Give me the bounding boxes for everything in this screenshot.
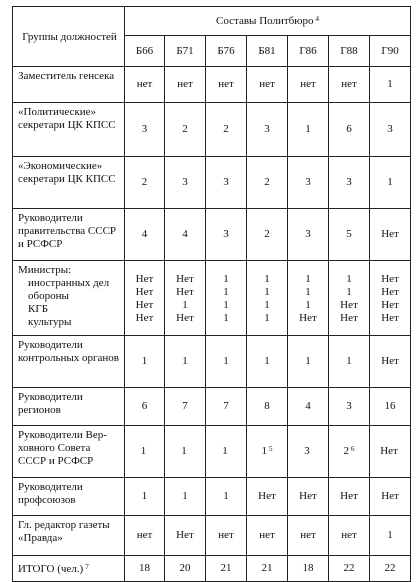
cell-line: 1 <box>182 299 188 311</box>
table-cell <box>206 261 247 336</box>
table-cell <box>165 261 206 336</box>
group-title-cell <box>125 7 411 36</box>
cell-value: Нет <box>380 445 398 457</box>
table-cell <box>370 426 411 478</box>
cell-line: Нет <box>340 299 358 311</box>
cell-value: 1 <box>261 445 267 457</box>
cell-line: Нет <box>135 273 154 285</box>
cell-value: 1 <box>181 445 187 457</box>
table-cell: 2 <box>247 157 288 209</box>
table-cell: 7 <box>206 388 247 426</box>
sublabel: КГБ <box>28 303 49 315</box>
table-row <box>13 261 411 336</box>
column-header: Г90 <box>370 36 411 67</box>
table-cell: Нет <box>165 516 206 556</box>
table-row <box>13 388 411 426</box>
table-row <box>13 209 411 261</box>
cell-line: 1 <box>264 273 270 285</box>
footnote-mark: 7 <box>85 562 89 571</box>
cell-line: Нет <box>381 312 399 324</box>
table-cell: 22 <box>370 556 411 582</box>
cell-line: Нет <box>176 312 194 324</box>
row-label: «Политические» секретари ЦК КПСС <box>13 103 125 157</box>
column-header: Б81 <box>247 36 288 67</box>
table-cell: 1 <box>329 336 370 388</box>
row-label: Руководители Вер-ховного Совета СССР и РСФСР <box>13 426 125 478</box>
table-cell: нет <box>206 516 247 556</box>
row-label: Руководители правительства СССР и РСФСР <box>13 209 125 261</box>
row-label: Заместитель генсека <box>13 67 125 103</box>
column-header: Г88 <box>329 36 370 67</box>
table-cell: нет <box>165 67 206 103</box>
table-cell: 3 <box>288 157 329 209</box>
table-cell: нет <box>125 516 165 556</box>
column-header: Б76 <box>206 36 247 67</box>
header-row-groups <box>13 7 411 36</box>
sublabel: культуры <box>28 316 72 328</box>
table-cell: 1 <box>370 67 411 103</box>
cell-line: 1 <box>223 286 229 298</box>
table-cell: 2 <box>206 103 247 157</box>
table-cell <box>288 426 329 478</box>
table-row <box>13 157 411 209</box>
row-label <box>13 556 125 582</box>
cell-line: Нет <box>176 286 194 298</box>
table-cell: 2 <box>125 157 165 209</box>
table-cell: 18 <box>288 556 329 582</box>
table-cell <box>125 261 165 336</box>
table-cell <box>206 426 247 478</box>
table-cell: 2 <box>165 103 206 157</box>
cell-value: 1 <box>140 445 147 457</box>
table-cell: Нет <box>247 478 288 516</box>
table-cell: 8 <box>247 388 288 426</box>
cell-line: 1 <box>264 312 270 324</box>
table-cell: 3 <box>329 157 370 209</box>
table-cell: 4 <box>288 388 329 426</box>
table-cell: 3 <box>206 209 247 261</box>
table-cell: Нет <box>370 478 411 516</box>
row-label: Руководители профсоюзов <box>13 478 125 516</box>
table-cell: 5 <box>329 209 370 261</box>
table-cell <box>165 426 206 478</box>
table-cell: 7 <box>165 388 206 426</box>
table-cell: 1 <box>370 157 411 209</box>
cell-value: 3 <box>304 445 310 457</box>
cell-line: 1 <box>264 286 270 298</box>
column-header: Г86 <box>288 36 329 67</box>
table-cell: 1 <box>165 336 206 388</box>
table-cell: 1 <box>370 516 411 556</box>
cell-value: 1 <box>222 445 228 457</box>
table-cell: 6 <box>329 103 370 157</box>
cell-line: Нет <box>381 273 399 285</box>
cell-line: 1 <box>264 299 270 311</box>
total-row <box>13 556 411 582</box>
table-cell: Нет <box>329 478 370 516</box>
table-cell: 4 <box>125 209 165 261</box>
table-cell: 6 <box>125 388 165 426</box>
row-label: «Экономические» секретари ЦК КПСС <box>13 157 125 209</box>
table-cell: 21 <box>206 556 247 582</box>
table-cell: 1 <box>125 336 165 388</box>
cell-line: 1 <box>346 273 352 285</box>
footnote-mark: 6 <box>351 445 355 453</box>
sublabel: иностранных дел <box>28 277 110 289</box>
table-row <box>13 516 411 556</box>
table-cell: 3 <box>206 157 247 209</box>
table-cell: 3 <box>247 103 288 157</box>
table-row <box>13 478 411 516</box>
cell-line: Нет <box>340 312 358 324</box>
column-header: Б71 <box>165 36 206 67</box>
row-label: Гл. редактор газеты «Правда» <box>13 516 125 556</box>
ministers-label: Министры: <box>18 264 72 276</box>
cell-line: Нет <box>135 286 154 298</box>
table-row <box>13 336 411 388</box>
sublabel: обороны <box>28 290 69 302</box>
footnote-mark: 5 <box>269 445 273 453</box>
cell-line: Нет <box>135 299 154 311</box>
cell-line: 1 <box>305 299 311 311</box>
table-cell: нет <box>329 67 370 103</box>
cell-line: 1 <box>305 286 311 298</box>
table-cell: 3 <box>288 209 329 261</box>
table-cell: 1 <box>206 336 247 388</box>
cell-line: Нет <box>299 312 317 324</box>
row-label: Руководители регионов <box>13 388 125 426</box>
cell-line: 1 <box>223 299 229 311</box>
total-label: ИТОГО (чел.) <box>18 562 84 575</box>
cell-line: 1 <box>223 312 229 324</box>
row-label-header <box>13 7 125 67</box>
table-cell: нет <box>329 516 370 556</box>
table-cell: 20 <box>165 556 206 582</box>
row-label <box>13 261 125 336</box>
table-cell: 3 <box>329 388 370 426</box>
table-cell: 16 <box>370 388 411 426</box>
table-cell <box>370 261 411 336</box>
table-cell: нет <box>288 516 329 556</box>
table-cell <box>247 261 288 336</box>
table-cell: Нет <box>288 478 329 516</box>
cell-line: 1 <box>223 273 229 285</box>
table-cell <box>247 426 288 478</box>
table-cell: 3 <box>165 157 206 209</box>
row-label: Руководители контрольных органов <box>13 336 125 388</box>
table-cell: 1 <box>288 336 329 388</box>
table-cell: Нет <box>370 336 411 388</box>
cell-line: Нет <box>381 286 399 298</box>
table-cell: 1 <box>288 103 329 157</box>
table-cell: 22 <box>329 556 370 582</box>
table-cell: нет <box>247 516 288 556</box>
table-row <box>13 426 411 478</box>
table-cell: 3 <box>370 103 411 157</box>
table-cell: 1 <box>125 478 165 516</box>
table-cell <box>125 426 165 478</box>
footnote-mark: 4 <box>315 14 319 23</box>
table-cell: 21 <box>247 556 288 582</box>
table-cell: 1 <box>247 336 288 388</box>
table-cell: 3 <box>125 103 165 157</box>
table-cell <box>329 261 370 336</box>
table-cell <box>288 261 329 336</box>
table-cell: нет <box>247 67 288 103</box>
cell-line: 1 <box>305 273 311 285</box>
table-cell: 1 <box>165 478 206 516</box>
cell-line: Нет <box>381 299 399 311</box>
cell-line: Нет <box>135 312 154 324</box>
table-cell: нет <box>288 67 329 103</box>
cell-value: 2 <box>343 445 349 457</box>
cell-line: Нет <box>176 273 194 285</box>
table-row <box>13 67 411 103</box>
table-row <box>13 103 411 157</box>
table-cell: 4 <box>165 209 206 261</box>
table-cell: 2 <box>247 209 288 261</box>
table-cell: Нет <box>370 209 411 261</box>
table-cell: 18 <box>125 556 165 582</box>
table-cell: нет <box>206 67 247 103</box>
table-cell: 1 <box>206 478 247 516</box>
table-cell <box>329 426 370 478</box>
column-header: Б66 <box>125 36 165 67</box>
politburo-table <box>12 6 411 582</box>
row-label-header-text: Группы должностей <box>22 30 117 43</box>
cell-line: 1 <box>346 286 352 298</box>
group-title: Составы Политбюро <box>216 14 314 27</box>
table-cell: нет <box>125 67 165 103</box>
